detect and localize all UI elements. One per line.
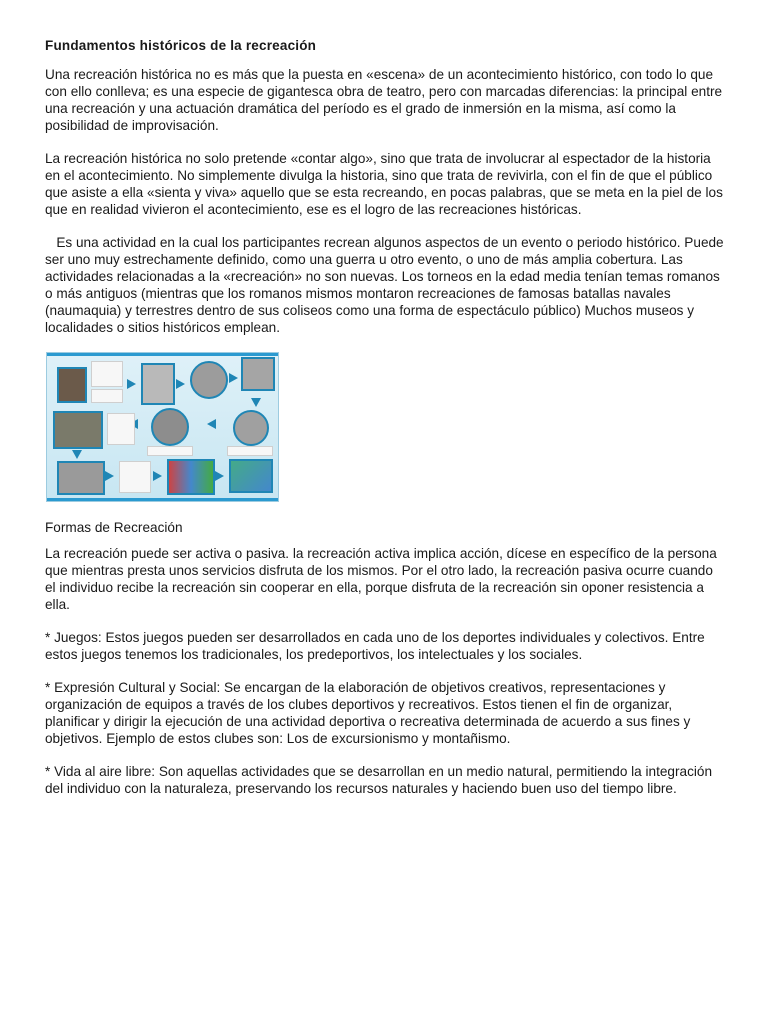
document-title: Fundamentos históricos de la recreación (45, 38, 317, 53)
photo-icon (53, 411, 103, 449)
figure-top-band (47, 353, 278, 356)
paragraph-cultural: * Expresión Cultural y Social: Se encargan de la elaboración de objetivos creativos, representaciones y organización de equipos a través de los clubes deportivos y recreativos. Estos tienen el fin de organizar, planificar y dirigir la ejecución de una actividad deportiva o recreativa determinada de acuerdo a sus fines y objetivos. Ejemplo de estos clubes son: Los de excursionismo y montañismo. (45, 680, 691, 746)
arrow-right-icon (229, 373, 238, 383)
caption-block (147, 446, 193, 456)
caption-block (119, 461, 151, 493)
document-page (45, 38, 728, 813)
figure-bottom-band (47, 498, 278, 501)
caption-block (227, 446, 273, 456)
portrait-icon (233, 410, 269, 446)
paragraph-active-passive: La recreación puede ser activa o pasiva. la recreación activa implica acción, dícese en específico de la persona que mientras presta unos servicios disfruta de los mismos. Por el otro lado, la recreación pasiva ocurre cuando el individuo recibe la recreación sin cooperar en ella, porque disfruta de la recreación sin oponer resistencia a ella. (45, 546, 717, 612)
photo-collage-icon (167, 459, 215, 495)
caption-block (107, 413, 135, 445)
portrait-icon (57, 367, 87, 403)
caption-block (91, 361, 123, 387)
paragraph-games: * Juegos: Estos juegos pueden ser desarrollados en cada uno de los deportes individuales y colectivos. Entre estos juegos tenemos los tradicionales, los predeportivos, los intelectuales y los sociales. (45, 630, 705, 662)
section-title: Formas de Recreación (45, 520, 183, 535)
arrow-left-icon (207, 419, 216, 429)
arrow-right-icon (153, 471, 162, 481)
photo-icon (57, 461, 105, 495)
arrow-right-icon (215, 471, 224, 481)
portrait-icon (241, 357, 275, 391)
paragraph-activity: Es una actividad en la cual los participantes recrean algunos aspectos de un evento o periodo histórico. Puede ser uno muy estrechamente definido, como una guerra u otro evento, o uno de más amplia cobertura. Las actividades relacionadas a la «recreación» no son nuevas. Los torneos en la edad media tenían temas romanos o más antiguos (mientras que los romanos mismos montaron recreaciones de famosas batallas navales (naumaquia) y terrestres dentro de sus coliseos como una forma de espectáculo público) Muchos museos y localidades o sitios históricos emplean. (45, 235, 728, 335)
paragraph-involvement: La recreación histórica no solo pretende «contar algo», sino que trata de involucrar al espectador de la historia en el acontecimiento. No simplemente divulga la historia, sino que trata de revivirla, con el fin de que el público que asiste a ella «sienta y viva» aquello que se esta recreando, en pocas palabras, que se meta en la piel de los que en realidad vivieron el acontecimiento, ese es el logro de las recreaciones históricas. (45, 151, 723, 217)
arrow-down-icon (72, 450, 82, 459)
history-timeline-infographic-icon (46, 352, 279, 502)
photo-collage-icon (229, 459, 273, 493)
portrait-icon (141, 363, 175, 405)
arrow-right-icon (176, 379, 185, 389)
arrow-right-icon (105, 471, 114, 481)
paragraph-intro: Una recreación histórica no es más que la puesta en «escena» de un acontecimiento histórico, con todo lo que con ello conlleva; es una especie de gigantesca obra de teatro, pero con marcadas diferencias: la principal entre una recreación y una actuación dramática del período es el grado de inmersión en la misma, así como la posibilidad de improvisación. (45, 67, 723, 133)
paragraph-outdoors: * Vida al aire libre: Son aquellas actividades que se desarrollan en un medio natural, permitiendo la integración del individuo con la naturaleza, preservando los recursos naturales y haciendo buen uso del tiempo libre. (45, 764, 713, 796)
portrait-icon (190, 361, 228, 399)
portrait-icon (151, 408, 189, 446)
caption-block (91, 389, 123, 403)
arrow-down-icon (251, 398, 261, 407)
arrow-right-icon (127, 379, 136, 389)
